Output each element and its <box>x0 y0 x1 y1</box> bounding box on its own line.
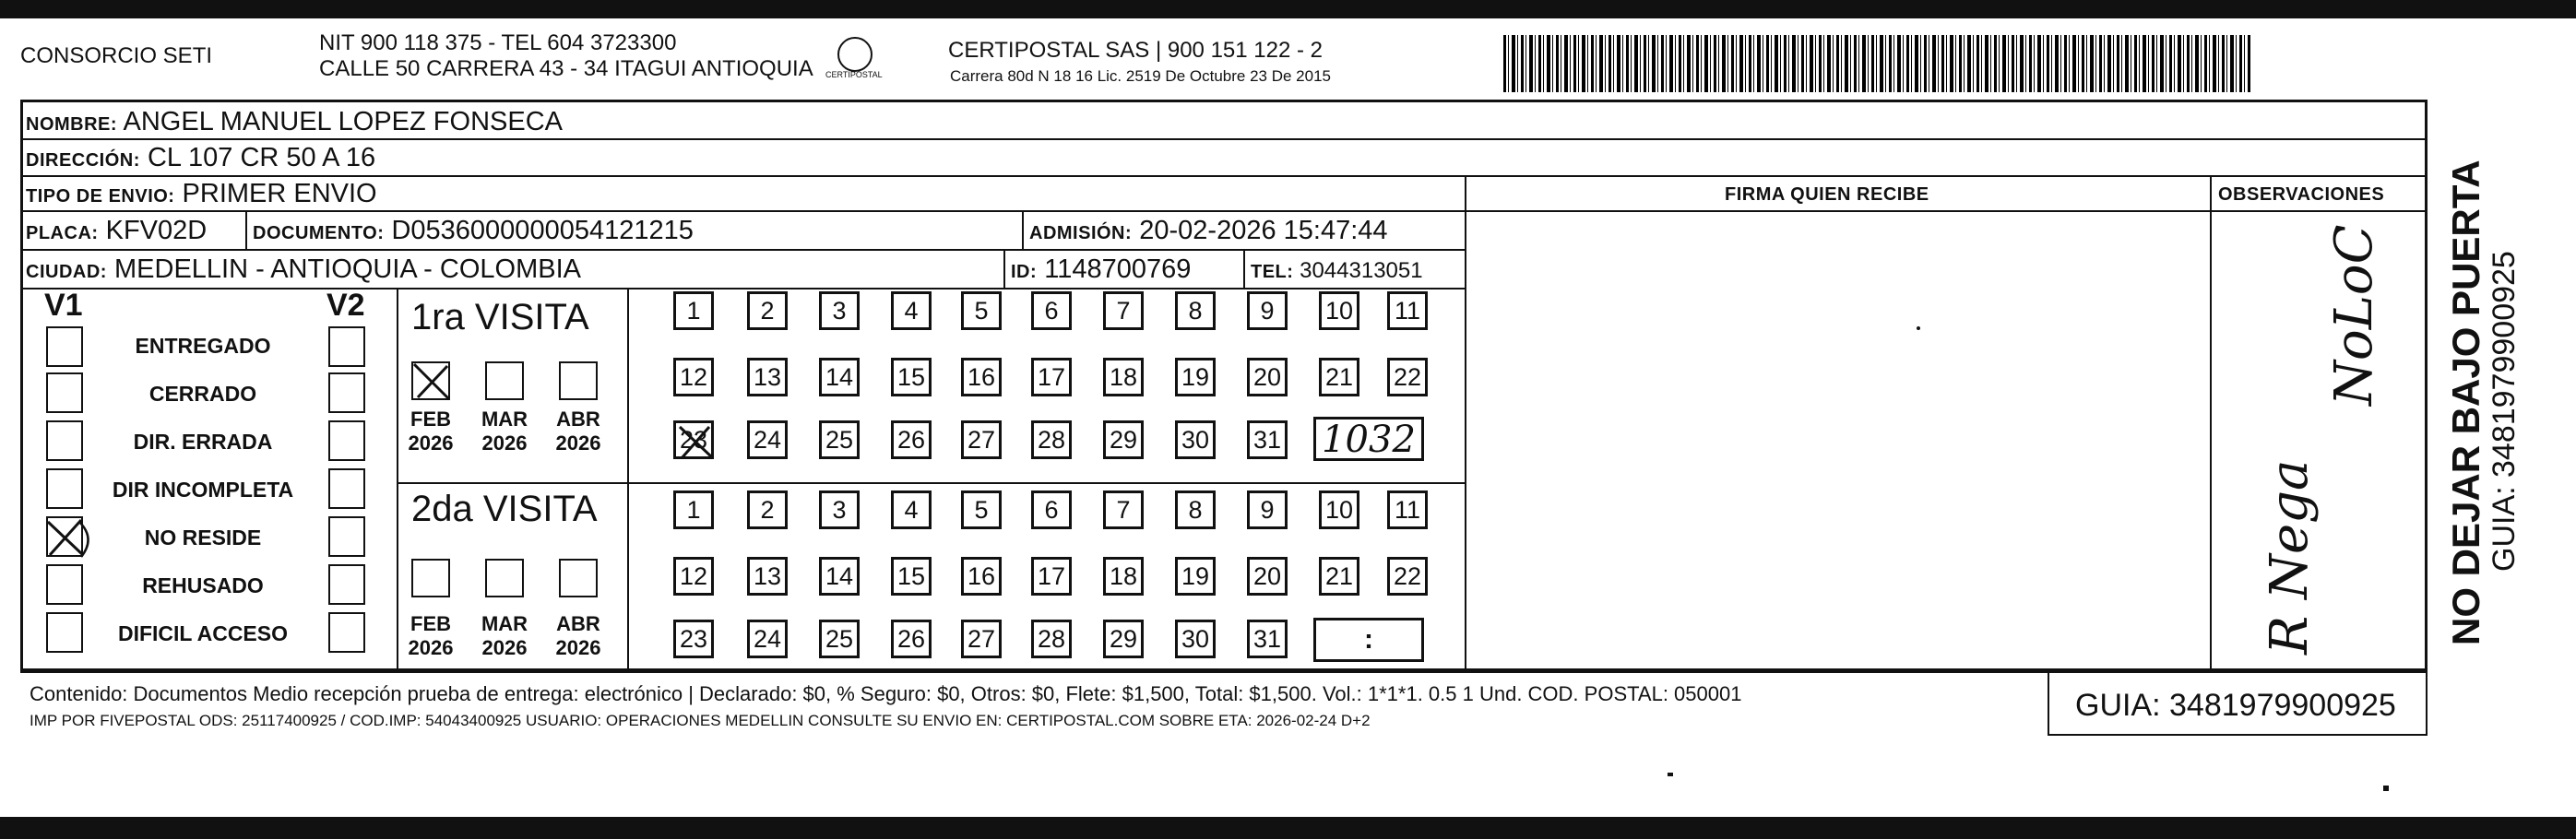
second-visit-day-box[interactable] <box>1247 490 1288 529</box>
day-number: 27 <box>967 426 996 454</box>
tipo-label: TIPO DE ENVIO: <box>26 186 175 207</box>
second-visit-day-box[interactable] <box>747 490 788 529</box>
second-visit-day-box[interactable] <box>891 620 932 658</box>
year-label: 2026 <box>408 431 454 455</box>
tel-cell <box>1251 256 1423 287</box>
day-number: 25 <box>825 625 854 653</box>
divider <box>2048 734 2428 736</box>
observation-handwriting: NoLoC <box>2324 224 2384 406</box>
observation-handwriting: R Nega <box>2260 459 2320 655</box>
day-number: 9 <box>1260 496 1275 524</box>
first-visit-month-feb <box>403 408 458 455</box>
status-option-entregado: ENTREGADO <box>135 334 271 358</box>
second-visit-month-abr <box>551 612 606 660</box>
logo-text: CERTIPOSTAL <box>825 70 883 79</box>
day-number: 30 <box>1181 625 1210 653</box>
day-number: 1 <box>686 496 701 524</box>
certipostal-logo-icon <box>837 37 873 72</box>
carrier-line: CERTIPOSTAL SAS | 900 151 122 - 2 <box>948 38 1323 63</box>
admision-value: 20-02-2026 15:47:44 <box>1139 216 1388 245</box>
second-visit-day-box[interactable] <box>1175 557 1216 596</box>
direccion-value: CL 107 CR 50 A 16 <box>147 143 376 172</box>
bottom-black-band <box>0 817 2576 839</box>
second-visit-day-box[interactable] <box>1031 620 1072 658</box>
second-visit-day-box[interactable] <box>819 620 860 658</box>
day-number: 31 <box>1252 426 1282 454</box>
ciudad-label: CIUDAD: <box>26 262 107 282</box>
firma-label: FIRMA QUIEN RECIBE <box>1725 184 1929 205</box>
day-number: 23 <box>679 625 708 653</box>
day-number: 6 <box>1044 496 1059 524</box>
second-visit-day-box[interactable] <box>961 620 1002 658</box>
first-visit-month-mar-box[interactable] <box>485 361 524 400</box>
direccion-row <box>26 143 375 175</box>
day-number: 10 <box>1324 297 1354 325</box>
address-line: CALLE 50 CARRERA 43 - 34 ITAGUI ANTIOQUIA <box>319 56 813 81</box>
day-number: 20 <box>1252 363 1282 391</box>
day-number: 11 <box>1394 297 1421 325</box>
day-number: 28 <box>1037 426 1066 454</box>
day-number: 19 <box>1181 562 1210 590</box>
id-cell <box>1011 254 1191 287</box>
divider <box>20 249 1465 251</box>
tipo-row <box>26 179 377 211</box>
year-label: 2026 <box>481 636 528 659</box>
first-visit-day-box[interactable] <box>1387 358 1428 396</box>
first-visit-time-box[interactable]: 1032 <box>1313 417 1424 461</box>
day-number: 25 <box>825 426 854 454</box>
day-number: 1 <box>686 297 701 325</box>
day-number: 8 <box>1188 297 1203 325</box>
divider <box>20 288 1465 290</box>
divider <box>245 210 247 249</box>
day-number: 31 <box>1252 625 1282 653</box>
second-visit-day-box[interactable] <box>1175 620 1216 658</box>
first-visit-month-abr <box>551 408 606 455</box>
first-visit-day-box[interactable] <box>1175 420 1216 459</box>
day-number: 26 <box>896 625 926 653</box>
day-number: 4 <box>904 297 919 325</box>
day-number: 15 <box>896 363 926 391</box>
second-visit-time-box[interactable]: : <box>1313 618 1424 662</box>
v1-checkbox-dir-errada[interactable] <box>46 420 83 461</box>
day-number: 28 <box>1037 625 1066 653</box>
documento-value: D0536000000054121215 <box>391 216 694 245</box>
first-visit-day-box[interactable] <box>1103 291 1144 330</box>
month-label: MAR <box>481 612 528 635</box>
second-visit-day-box[interactable] <box>961 557 1002 596</box>
day-number: 18 <box>1109 562 1138 590</box>
second-visit-day-box[interactable] <box>1247 557 1288 596</box>
v2-checkbox-dir-errada[interactable] <box>328 420 365 461</box>
second-visit-day-box[interactable] <box>1103 620 1144 658</box>
divider <box>2210 175 2212 671</box>
nombre-row <box>26 107 563 139</box>
first-visit-day-box[interactable] <box>961 291 1002 330</box>
second-visit-day-box[interactable] <box>819 490 860 529</box>
documento-label: DOCUMENTO: <box>253 223 385 243</box>
divider <box>627 288 629 671</box>
second-visit-month-mar-box[interactable] <box>485 559 524 597</box>
first-visit-day-box[interactable] <box>747 291 788 330</box>
side-guia: GUIA: 3481979900925 <box>2487 251 2522 572</box>
second-visit-day-box[interactable] <box>1319 557 1359 596</box>
first-visit-day-box[interactable] <box>1031 291 1072 330</box>
divider <box>1022 210 1024 249</box>
day-number: 24 <box>753 426 782 454</box>
first-visit-day-box[interactable] <box>891 420 932 459</box>
first-visit-day-box[interactable] <box>747 358 788 396</box>
day-number: 12 <box>679 363 708 391</box>
first-visit-day-box[interactable] <box>891 291 932 330</box>
divider <box>2048 671 2049 736</box>
second-visit-month-abr-box[interactable] <box>559 559 598 597</box>
v2-checkbox-dir-incompleta[interactable] <box>328 468 365 509</box>
first-visit-title: 1ra VISITA <box>411 297 589 337</box>
v1-header: V1 <box>44 288 83 323</box>
day-number: 21 <box>1324 363 1354 391</box>
second-visit-day-box[interactable] <box>673 620 714 658</box>
print-info: IMP POR FIVEPOSTAL ODS: 25117400925 / COD.IMP: 54043400925 USUARIO: OPERACIONES MEDELLIN CONSULTE SU ENVIO EN: CERTIPOSTAL.COM SOBRE ETA: 2026-02-24 D+2 <box>30 712 1371 729</box>
speck <box>1668 773 1673 776</box>
second-visit-day-box[interactable] <box>673 490 714 529</box>
day-number: 14 <box>825 562 854 590</box>
first-visit-day-box[interactable] <box>1319 291 1359 330</box>
year-label: 2026 <box>555 431 601 455</box>
placa-value: KFV02D <box>105 216 208 245</box>
ink-dot <box>1917 326 1920 330</box>
day-number: 9 <box>1260 297 1275 325</box>
v2-checkbox-rehusado[interactable] <box>328 564 365 605</box>
day-number: 8 <box>1188 496 1203 524</box>
second-visit-day-box[interactable] <box>1387 557 1428 596</box>
first-visit-day-box[interactable] <box>1175 291 1216 330</box>
day-number: 27 <box>967 625 996 653</box>
day-number: 29 <box>1109 625 1138 653</box>
status-option-no-reside: NO RESIDE <box>144 526 262 549</box>
second-visit-day-box[interactable] <box>747 620 788 658</box>
divider <box>397 288 398 671</box>
day-number: 15 <box>896 562 926 590</box>
day-number: 7 <box>1116 297 1131 325</box>
second-visit-day-box[interactable] <box>1031 490 1072 529</box>
day-number: 3 <box>832 496 847 524</box>
admision-label: ADMISIÓN: <box>1029 223 1133 243</box>
day-number: 2 <box>760 297 775 325</box>
checkmark-icon <box>410 360 453 403</box>
day-number: 16 <box>967 562 996 590</box>
day-number: 30 <box>1181 426 1210 454</box>
first-visit-day-box[interactable] <box>673 420 714 459</box>
tipo-value: PRIMER ENVIO <box>182 179 377 208</box>
observaciones-label: OBSERVACIONES <box>2218 184 2385 205</box>
checkmark-icon <box>674 421 718 464</box>
day-number: 10 <box>1324 496 1354 524</box>
day-number: 11 <box>1394 496 1421 524</box>
id-label: ID: <box>1011 262 1038 282</box>
second-visit-day-box[interactable] <box>1319 490 1359 529</box>
status-option-cerrado: CERRADO <box>148 382 257 406</box>
month-label: FEB <box>410 612 451 635</box>
day-number: 18 <box>1109 363 1138 391</box>
day-number: 19 <box>1181 363 1210 391</box>
barcode <box>1503 35 2250 92</box>
v1-checkbox-dir-incompleta[interactable] <box>46 468 83 509</box>
second-visit-day-box[interactable] <box>1387 490 1428 529</box>
second-visit-month-feb <box>403 612 458 660</box>
first-visit-day-box[interactable] <box>747 420 788 459</box>
ciudad-value: MEDELLIN - ANTIOQUIA - COLOMBIA <box>114 254 581 284</box>
status-option-dir-errada: DIR. ERRADA <box>133 430 273 454</box>
v1-checkbox-entregado[interactable] <box>46 326 83 367</box>
documento-cell <box>253 216 694 248</box>
guia-number: GUIA: 3481979900925 <box>2075 688 2396 723</box>
second-visit-day-box[interactable] <box>961 490 1002 529</box>
first-visit-day-box[interactable] <box>1031 358 1072 396</box>
day-number: 13 <box>753 363 782 391</box>
day-number: 13 <box>753 562 782 590</box>
first-visit-day-box[interactable] <box>1247 420 1288 459</box>
second-visit-day-box[interactable] <box>1103 557 1144 596</box>
first-visit-day-box[interactable] <box>1319 358 1359 396</box>
day-number: 21 <box>1324 562 1354 590</box>
second-visit-month-feb-box[interactable] <box>411 559 450 597</box>
second-visit-day-box[interactable] <box>673 557 714 596</box>
day-number: 24 <box>753 625 782 653</box>
warning-text: NO DEJAR BAJO PUERTA <box>2444 160 2487 645</box>
second-visit-month-mar <box>477 612 532 660</box>
day-number: 12 <box>679 562 708 590</box>
day-number: 3 <box>832 297 847 325</box>
first-visit-day-box[interactable] <box>819 291 860 330</box>
first-visit-day-box[interactable] <box>1031 420 1072 459</box>
first-visit-day-box[interactable] <box>1247 358 1288 396</box>
divider <box>1465 175 1466 671</box>
placa-cell <box>26 216 207 248</box>
id-value: 1148700769 <box>1044 254 1192 284</box>
nombre-label: NOMBRE: <box>26 114 118 135</box>
top-black-band <box>0 0 2576 18</box>
first-visit-month-abr-box[interactable] <box>559 361 598 400</box>
day-number: 23 <box>679 426 708 454</box>
v1-checkbox-no-reside[interactable] <box>46 516 83 557</box>
day-number: 16 <box>967 363 996 391</box>
day-number: 20 <box>1252 562 1282 590</box>
day-number: 22 <box>1393 363 1422 391</box>
day-number: 17 <box>1037 363 1066 391</box>
second-visit-day-box[interactable] <box>1031 557 1072 596</box>
first-visit-day-box[interactable] <box>673 358 714 396</box>
month-label: ABR <box>556 408 600 431</box>
second-visit-day-box[interactable] <box>1247 620 1288 658</box>
first-visit-day-box[interactable] <box>891 358 932 396</box>
day-number: 17 <box>1037 562 1066 590</box>
day-number: 4 <box>904 496 919 524</box>
year-label: 2026 <box>555 636 601 659</box>
year-label: 2026 <box>408 636 454 659</box>
v2-header: V2 <box>326 288 365 323</box>
first-visit-day-box[interactable] <box>673 291 714 330</box>
first-visit-day-box[interactable] <box>961 358 1002 396</box>
status-option-rehusado: REHUSADO <box>142 573 264 597</box>
tel-label: TEL: <box>1251 262 1294 282</box>
day-number: 6 <box>1044 297 1059 325</box>
day-number: 5 <box>974 496 989 524</box>
divider <box>1243 249 1245 288</box>
first-visit-day-box[interactable] <box>1387 291 1428 330</box>
v1-checkbox-dificil-acceso[interactable] <box>46 612 83 653</box>
speck <box>2383 786 2389 791</box>
first-visit-month-feb-box[interactable] <box>411 361 450 400</box>
second-visit-day-box[interactable] <box>891 490 932 529</box>
placa-label: PLACA: <box>26 223 99 243</box>
second-visit-day-box[interactable] <box>747 557 788 596</box>
divider <box>2426 671 2428 736</box>
admision-cell <box>1029 216 1388 248</box>
v2-checkbox-dificil-acceso[interactable] <box>328 612 365 653</box>
day-number: 14 <box>825 363 854 391</box>
first-visit-day-box[interactable] <box>819 420 860 459</box>
visit-divider <box>397 482 1465 484</box>
divider <box>20 210 2428 212</box>
status-option-dificil-acceso: DIFICIL ACCESO <box>117 621 288 645</box>
first-visit-month-mar <box>477 408 532 455</box>
day-number: 2 <box>760 496 775 524</box>
v1-checkbox-rehusado[interactable] <box>46 564 83 605</box>
day-number: 29 <box>1109 426 1138 454</box>
v2-checkbox-entregado[interactable] <box>328 326 365 367</box>
nombre-value: ANGEL MANUEL LOPEZ FONSECA <box>123 107 563 136</box>
first-visit-day-box[interactable] <box>1103 358 1144 396</box>
first-visit-day-box[interactable] <box>1247 291 1288 330</box>
second-visit-day-box[interactable] <box>1103 490 1144 529</box>
day-number: 5 <box>974 297 989 325</box>
nit-line: NIT 900 118 375 - TEL 604 3723300 <box>319 30 677 55</box>
direccion-label: DIRECCIÓN: <box>26 150 140 171</box>
second-visit-day-box[interactable] <box>1175 490 1216 529</box>
second-visit-day-box[interactable] <box>891 557 932 596</box>
first-visit-day-box[interactable] <box>1175 358 1216 396</box>
v2-checkbox-cerrado[interactable] <box>328 372 365 413</box>
day-number: 7 <box>1116 496 1131 524</box>
month-label: ABR <box>556 612 600 635</box>
v1-checkbox-cerrado[interactable] <box>46 372 83 413</box>
day-number: 22 <box>1393 562 1422 590</box>
first-visit-day-box[interactable] <box>1103 420 1144 459</box>
divider <box>20 175 2428 177</box>
main-form-frame <box>20 100 2428 671</box>
v2-checkbox-no-reside[interactable] <box>328 516 365 557</box>
divider <box>1003 249 1005 288</box>
status-option-dir-incompleta: DIR INCOMPLETA <box>112 478 294 502</box>
tel-value: 3044313051 <box>1300 258 1423 283</box>
second-visit-day-box[interactable] <box>819 557 860 596</box>
company-name: CONSORCIO SETI <box>20 43 213 68</box>
license-line: Carrera 80d N 18 16 Lic. 2519 De Octubre 23 De 2015 <box>950 67 1331 85</box>
content-summary: Contenido: Documentos Medio recepción prueba de entrega: electrónico | Declarado: $0, % Seguro: $0, Otros: $0, Flete: $1,500, Total: $1,500. Vol.: 1*1*1. 0.5 1 Und. COD. POSTAL: 050001 <box>30 682 1742 705</box>
month-label: MAR <box>481 408 528 431</box>
first-visit-day-box[interactable] <box>819 358 860 396</box>
day-number: 26 <box>896 426 926 454</box>
ciudad-cell <box>26 254 581 287</box>
divider <box>20 671 2428 673</box>
year-label: 2026 <box>481 431 528 455</box>
first-visit-day-box[interactable] <box>961 420 1002 459</box>
month-label: FEB <box>410 408 451 431</box>
second-visit-title: 2da VISITA <box>411 489 598 529</box>
